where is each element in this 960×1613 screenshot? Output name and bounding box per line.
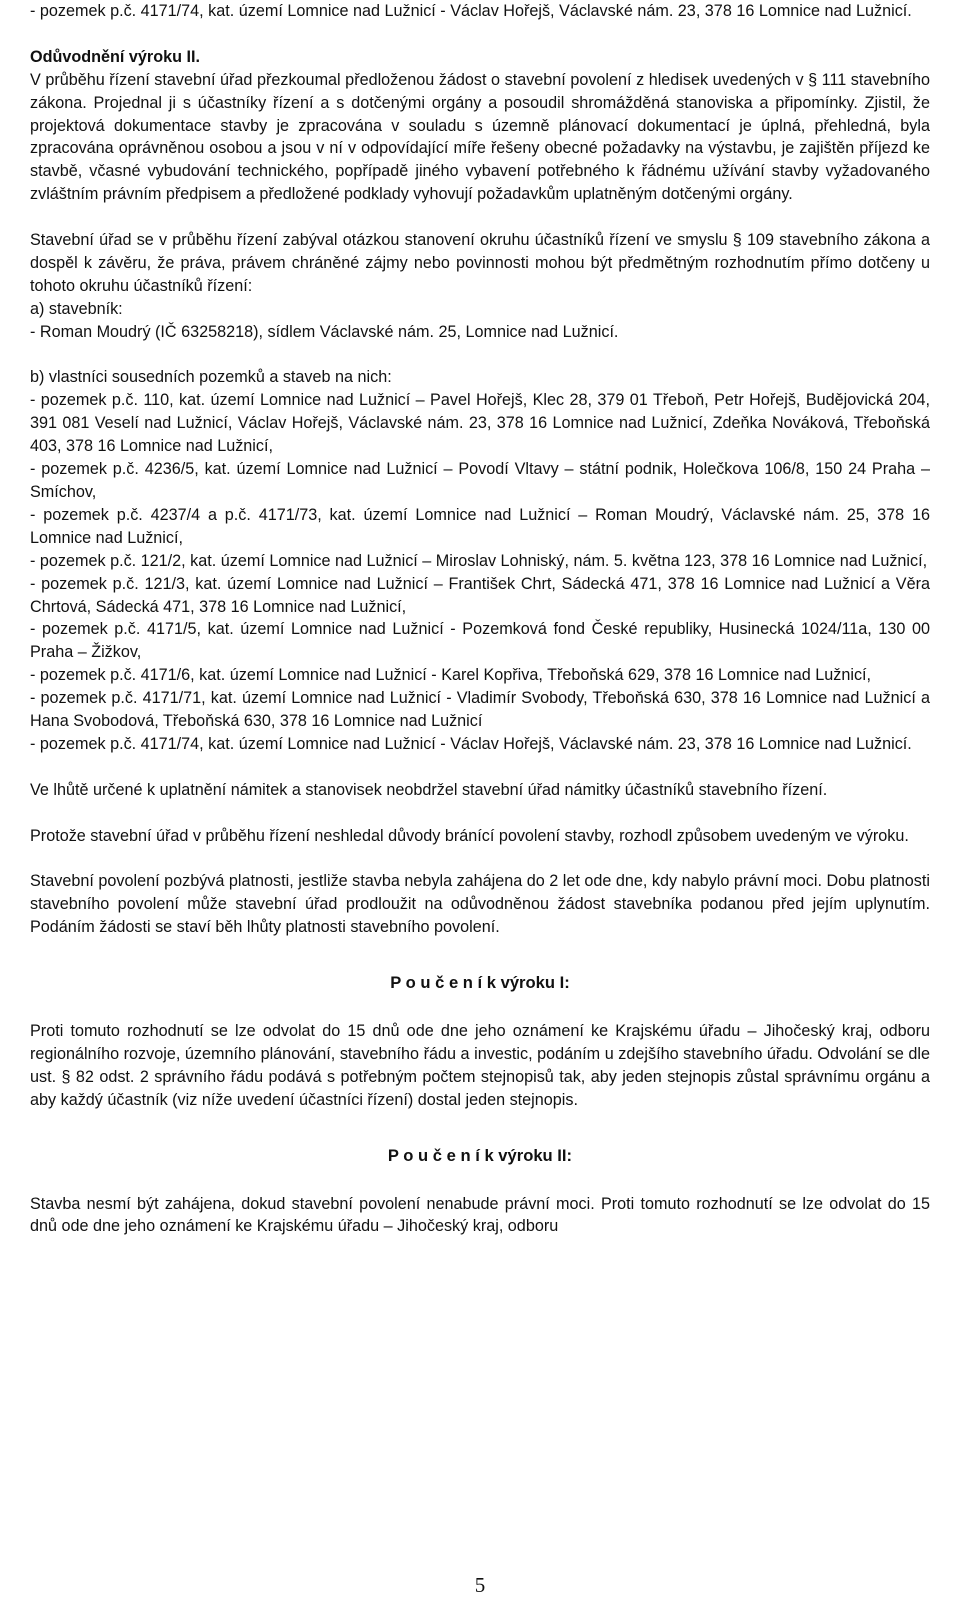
pouceni-II-text: Stavba nesmí být zahájena, dokud stavební povolení nenabude právní moci. Proti tomuto rozhodnutí se lze odvolat do 15 dnů ode dne jeho oznámení ke Krajskému úřadu – Jihočeský kraj, odboru xyxy=(30,1194,930,1236)
pouceni-I-text: Proti tomuto rozhodnutí se lze odvolat do 15 dnů ode dne jeho oznámení ke Krajskému úřadu – Jihočeský kraj, odboru regionálního rozvoje, územního plánování, stavebního řádu a investic, podáním u zdejšího stavebního úřadu. Odvolání se dle ust. § 82 odst. 2 správního řádu podává s potřebným počtem stejnopisů tak, aby jeden stejnopis zůstal správnímu orgánu a aby každý účastník (viz níže uvedení účastníci řízení) dostal jeden stejnopis. xyxy=(30,1021,930,1109)
list-item: - pozemek p.č. 4171/5, kat. území Lomnice nad Lužnicí - Pozemková fond České republiky, Husinecká 1024/11a, 130 00 Praha – Žižkov, xyxy=(30,620,930,662)
list-item: - pozemek p.č. 4171/71, kat. území Lomnice nad Lužnicí - Vladimír Svobody, Třeboňská 630, 378 16 Lomnice nad Lužnicí a Hana Svobodová, Třeboňská 630, 378 16 Lomnice nad Lužnicí xyxy=(30,689,930,731)
ucastnici-b-label: b) vlastníci sousedních pozemků a staveb na nich: xyxy=(30,368,392,387)
section-title-odovodneni-II: Odůvodnění výroku II. xyxy=(30,47,200,66)
list-item: - pozemek p.č. 4237/4 a p.č. 4171/73, kat. území Lomnice nad Lužnicí – Roman Moudrý, Václavské nám. 25, 378 16 Lomnice nad Lužnicí, xyxy=(30,505,930,547)
document-body xyxy=(30,0,930,1238)
section-title-pouceni-I: P o u č e n í k výroku I: xyxy=(390,973,570,993)
list-item: - pozemek p.č. 4171/74, kat. území Lomnice nad Lužnicí - Václav Hořejš, Václavské nám. 23, 378 16 Lomnice nad Lužnicí. xyxy=(30,734,912,753)
ucastnici-intro: Stavební úřad se v průběhu řízení zabýval otázkou stanovení okruhu účastníků řízení ve smyslu § 109 stavebního zákona a dospěl k závěru, že práva, právem chráněné zájmy nebo povinnosti mohou být předmětným rozhodnutím přímo dotčeny u tohoto okruhu účastníků řízení: xyxy=(30,231,930,295)
section-title-pouceni-II: P o u č e n í k výroku II: xyxy=(387,1145,573,1165)
namitky-paragraph: Ve lhůtě určené k uplatnění námitek a stanovisek neobdržel stavební úřad námitky účastníků stavebního řízení. xyxy=(30,780,828,799)
protoze-paragraph: Protože stavební úřad v průběhu řízení neshledal důvody bránící povolení stavby, rozhodl způsobem uvedeným ve výroku. xyxy=(30,826,909,845)
ucastnici-a-label: a) stavebník: xyxy=(30,299,123,318)
top-line: - pozemek p.č. 4171/74, kat. území Lomnice nad Lužnicí - Václav Hořejš, Václavské nám. 23, 378 16 Lomnice nad Lužnicí. xyxy=(30,2,912,20)
odovodneni-II-text: V průběhu řízení stavební úřad přezkoumal předloženou žádost o stavební povolení z hledisek uvedených v § 111 stavebního zákona. Projednal ji s účastníky řízení a s dotčenými orgány a posoudil shromážděná stanoviska a připomínky. Zjistil, že projektová dokumentace stavby je zpracována v souladu s územně plánovací dokumentací je úplná, přehledná, byla zpracována oprávněnou osobou a jsou v ní v odpovídající míře řešeny obecné požadavky na výstavbu, je zajištěn příjezd ke stavbě, včasné vybudování technického, popřípadě jiného vybavení potřebného k řádnému užívání stavby vyžadovaného zvláštním právním předpisem a předložené podklady vyhovují požadavkům uplatněným dotčenými orgány. xyxy=(30,70,930,204)
ucastnici-a-item: - Roman Moudrý (IČ 63258218), sídlem Václavské nám. 25, Lomnice nad Lužnicí. xyxy=(30,322,619,341)
list-item: - pozemek p.č. 110, kat. území Lomnice nad Lužnicí – Pavel Hořejš, Klec 28, 379 01 Třeboň, Petr Hořejš, Budějovická 204, 391 081 Veselí nad Lužnicí, Václav Hořejš, Václavské nám. 23, 378 16 Lomnice nad Lužnicí, Zdeňka Nováková, Třeboňská 403, 378 16 Lomnice nad Lužnicí, xyxy=(30,391,930,456)
page-number: 5 xyxy=(474,1573,486,1597)
platnost-paragraph: Stavební povolení pozbývá platnosti, jestliže stavba nebyla zahájena do 2 let ode dne, kdy nabylo právní moci. Dobu platnosti stavebního povolení může stavební úřad prodloužit na odůvodněnou žádost stavebníka podanou před jejím uplynutím. Podáním žádosti se staví běh lhůty platnosti stavebního povolení. xyxy=(30,872,930,937)
list-item: - pozemek p.č. 121/2, kat. území Lomnice nad Lužnicí – Miroslav Lohniský, nám. 5. května 123, 378 16 Lomnice nad Lužnicí, xyxy=(30,551,928,570)
list-item: - pozemek p.č. 4236/5, kat. území Lomnice nad Lužnicí – Povodí Vltavy – státní podnik, Holečkova 106/8, 150 24 Praha – Smíchov, xyxy=(30,460,930,501)
list-item: - pozemek p.č. 4171/6, kat. území Lomnice nad Lužnicí - Karel Kopřiva, Třeboňská 629, 378 16 Lomnice nad Lužnicí, xyxy=(30,666,872,685)
list-item: - pozemek p.č. 121/3, kat. území Lomnice nad Lužnicí – František Chrt, Sádecká 471, 378 16 Lomnice nad Lužnicí a Věra Chrtová, Sádecká 471, 378 16 Lomnice nad Lužnicí, xyxy=(30,574,930,616)
